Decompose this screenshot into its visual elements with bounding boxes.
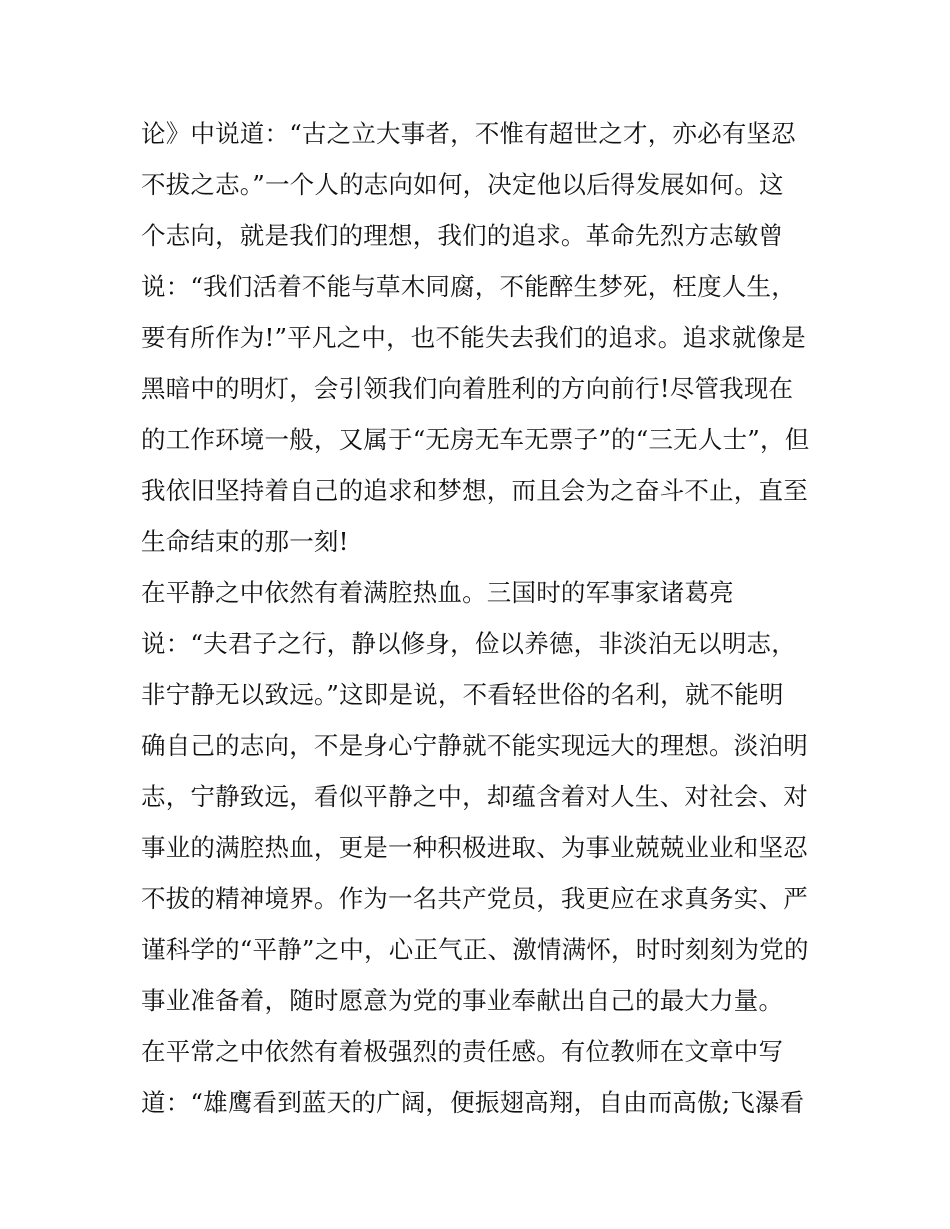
text-line: 非宁静无以致远。”这即是说，不看轻世俗的名利，就不能明 (141, 680, 784, 709)
text-line: 说：“夫君子之行，静以修身，俭以养德，非淡泊无以明志， (141, 629, 796, 658)
text-line: 个志向，就是我们的理想，我们的追求。革命先烈方志敏曾 (141, 221, 784, 250)
paragraph-start-line: 在平常之中依然有着极强烈的责任感。有位教师在文章中写 (141, 1037, 784, 1066)
text-line: 事业的满腔热血，更是一种积极进取、为事业兢兢业业和坚忍 (141, 833, 808, 862)
text-line: 要有所作为!”平凡之中，也不能失去我们的追求。追求就像是 (141, 323, 806, 352)
text-line: 论》中说道：“古之立大事者，不惟有超世之才，亦必有坚忍 (141, 119, 796, 148)
text-line: 谨科学的“平静”之中，心正气正、激情满怀，时时刻刻为党的 (141, 935, 809, 964)
text-line: 黑暗中的明灯，会引领我们向着胜利的方向前行!尽管我现在 (141, 374, 794, 403)
text-line: 志，宁静致远，看似平静之中，却蕴含着对人生、对社会、对 (141, 782, 808, 811)
paragraph-start-line: 在平静之中依然有着满腔热血。三国时的军事家诸葛亮 (141, 578, 734, 607)
text-line: 的工作环境一般，又属于“无房无车无票子”的“三无人士”，但 (141, 425, 810, 454)
text-line: 确自己的志向，不是身心宁静就不能实现远大的理想。淡泊明 (141, 731, 808, 760)
text-line: 说：“我们活着不能与草木同腐，不能醉生梦死，枉度人生， (141, 272, 796, 301)
text-line: 我依旧坚持着自己的追求和梦想，而且会为之奋斗不止，直至 (141, 476, 808, 505)
text-line: 不拔的精神境界。作为一名共产党员，我更应在求真务实、严 (141, 884, 808, 913)
text-line: 道：“雄鹰看到蓝天的广阔，便振翅高翔，自由而高傲;飞瀑看 (141, 1088, 805, 1117)
text-line: 生命结束的那一刻! (141, 527, 349, 556)
text-line: 事业准备着，随时愿意为党的事业奉献出自己的最大力量。 (141, 986, 784, 1015)
text-line: 不拔之志。”一个人的志向如何，决定他以后得发展如何。这 (141, 170, 784, 199)
body-text (141, 108, 831, 1128)
